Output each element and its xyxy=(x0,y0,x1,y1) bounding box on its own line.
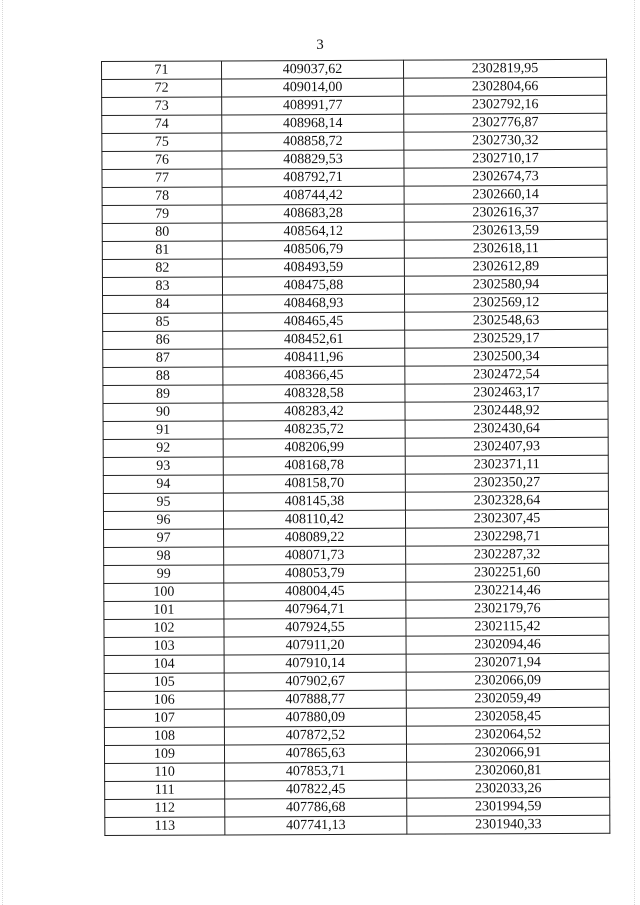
y-coordinate-cell: 2302776,87 xyxy=(404,113,607,132)
table-row xyxy=(102,203,607,223)
y-coordinate-cell: 2302328,64 xyxy=(405,491,608,510)
y-coordinate-cell: 2302569,12 xyxy=(405,293,608,312)
table-row xyxy=(104,599,609,619)
table-row xyxy=(103,509,608,529)
y-coordinate-cell: 2302819,95 xyxy=(403,59,606,78)
y-coordinate-cell: 2302529,17 xyxy=(405,329,608,348)
point-number-cell: 110 xyxy=(105,763,225,782)
table-row xyxy=(105,797,610,817)
point-number-cell: 103 xyxy=(104,637,224,656)
point-number-cell: 113 xyxy=(105,817,225,836)
x-coordinate-cell: 409014,00 xyxy=(222,78,404,97)
point-number-cell: 111 xyxy=(105,781,225,800)
table-row xyxy=(102,167,607,187)
x-coordinate-cell: 408089,22 xyxy=(224,528,406,547)
y-coordinate-cell: 2302066,91 xyxy=(406,743,609,762)
table-row xyxy=(104,707,609,727)
table-row xyxy=(104,617,609,637)
table-row xyxy=(103,383,608,403)
point-number-cell: 99 xyxy=(104,565,224,584)
point-number-cell: 94 xyxy=(103,475,223,494)
point-number-cell: 78 xyxy=(102,187,222,206)
right-scan-edge xyxy=(634,0,636,905)
point-number-cell: 98 xyxy=(104,547,224,566)
x-coordinate-cell: 407902,67 xyxy=(224,672,406,691)
point-number-cell: 100 xyxy=(104,583,224,602)
table-row xyxy=(102,59,607,79)
x-coordinate-cell: 408168,78 xyxy=(223,456,405,475)
left-scan-edge xyxy=(2,0,4,905)
y-coordinate-cell: 2302448,92 xyxy=(405,401,608,420)
y-coordinate-cell: 2302792,16 xyxy=(404,95,607,114)
x-coordinate-cell: 408858,72 xyxy=(222,132,404,151)
point-number-cell: 85 xyxy=(103,313,223,332)
point-number-cell: 87 xyxy=(103,349,223,368)
table-row xyxy=(105,761,610,781)
point-number-cell: 97 xyxy=(104,529,224,548)
y-coordinate-cell: 2302071,94 xyxy=(406,653,609,672)
y-coordinate-cell: 2302287,32 xyxy=(406,545,609,564)
table-row xyxy=(102,239,607,259)
point-number-cell: 107 xyxy=(104,709,224,728)
table-row xyxy=(104,725,609,745)
x-coordinate-cell: 408071,73 xyxy=(224,546,406,565)
y-coordinate-cell: 2302298,71 xyxy=(406,527,609,546)
x-coordinate-cell: 408235,72 xyxy=(223,420,405,439)
table-row xyxy=(104,635,609,655)
table-row xyxy=(102,77,607,97)
x-coordinate-cell: 408683,28 xyxy=(222,204,404,223)
x-coordinate-cell: 407786,68 xyxy=(225,798,407,817)
y-coordinate-cell: 2302463,17 xyxy=(405,383,608,402)
table-row xyxy=(103,437,608,457)
table-row xyxy=(102,275,607,295)
x-coordinate-cell: 408792,71 xyxy=(222,168,404,187)
point-number-cell: 112 xyxy=(105,799,225,818)
table-row xyxy=(105,815,610,835)
y-coordinate-cell: 2302613,59 xyxy=(404,221,607,240)
table-row xyxy=(103,293,608,313)
table-row xyxy=(102,257,607,277)
y-coordinate-cell: 2302058,45 xyxy=(406,707,609,726)
point-number-cell: 75 xyxy=(102,133,222,152)
point-number-cell: 102 xyxy=(104,619,224,638)
point-number-cell: 96 xyxy=(103,511,223,530)
point-number-cell: 108 xyxy=(104,727,224,746)
point-number-cell: 71 xyxy=(102,61,222,80)
table-row xyxy=(103,473,608,493)
y-coordinate-cell: 2302094,46 xyxy=(406,635,609,654)
x-coordinate-cell: 408004,45 xyxy=(224,582,406,601)
point-number-cell: 105 xyxy=(104,673,224,692)
table-row xyxy=(103,329,608,349)
x-coordinate-cell: 408493,59 xyxy=(222,258,404,277)
y-coordinate-cell: 2302033,26 xyxy=(407,779,610,798)
table-row xyxy=(102,185,607,205)
y-coordinate-cell: 2302064,52 xyxy=(406,725,609,744)
point-number-cell: 93 xyxy=(103,457,223,476)
coordinates-table-body xyxy=(102,59,610,835)
y-coordinate-cell: 2302059,49 xyxy=(406,689,609,708)
x-coordinate-cell: 407924,55 xyxy=(224,618,406,637)
table-row xyxy=(104,563,609,583)
point-number-cell: 104 xyxy=(104,655,224,674)
table-row xyxy=(102,131,607,151)
table-row xyxy=(102,221,607,241)
point-number-cell: 84 xyxy=(103,295,223,314)
x-coordinate-cell: 408110,42 xyxy=(223,510,405,529)
point-number-cell: 89 xyxy=(103,385,223,404)
y-coordinate-cell: 2302500,34 xyxy=(405,347,608,366)
table-row xyxy=(104,671,609,691)
x-coordinate-cell: 407853,71 xyxy=(225,762,407,781)
y-coordinate-cell: 2301994,59 xyxy=(407,797,610,816)
x-coordinate-cell: 408829,53 xyxy=(222,150,404,169)
y-coordinate-cell: 2302548,63 xyxy=(405,311,608,330)
y-coordinate-cell: 2302307,45 xyxy=(405,509,608,528)
x-coordinate-cell: 407910,14 xyxy=(224,654,406,673)
table-row xyxy=(102,95,607,115)
x-coordinate-cell: 408158,70 xyxy=(223,474,405,493)
table-row xyxy=(103,347,608,367)
x-coordinate-cell: 409037,62 xyxy=(222,60,404,79)
x-coordinate-cell: 408328,58 xyxy=(223,384,405,403)
y-coordinate-cell: 2302612,89 xyxy=(404,257,607,276)
page-number: 3 xyxy=(316,37,324,53)
x-coordinate-cell: 408283,42 xyxy=(223,402,405,421)
y-coordinate-cell: 2302430,64 xyxy=(405,419,608,438)
table-row xyxy=(102,149,607,169)
x-coordinate-cell: 408968,14 xyxy=(222,114,404,133)
x-coordinate-cell: 408506,79 xyxy=(222,240,404,259)
x-coordinate-cell: 408366,45 xyxy=(223,366,405,385)
y-coordinate-cell: 2302710,17 xyxy=(404,149,607,168)
y-coordinate-cell: 2302066,09 xyxy=(406,671,609,690)
y-coordinate-cell: 2302371,11 xyxy=(405,455,608,474)
x-coordinate-cell: 407822,45 xyxy=(225,780,407,799)
table-row xyxy=(103,311,608,331)
y-coordinate-cell: 2302407,93 xyxy=(405,437,608,456)
x-coordinate-cell: 408564,12 xyxy=(222,222,404,241)
coordinates-table xyxy=(101,59,610,836)
x-coordinate-cell: 407865,63 xyxy=(224,744,406,763)
point-number-cell: 92 xyxy=(103,439,223,458)
point-number-cell: 106 xyxy=(104,691,224,710)
y-coordinate-cell: 2302472,54 xyxy=(405,365,608,384)
y-coordinate-cell: 2302618,11 xyxy=(404,239,607,258)
x-coordinate-cell: 407888,77 xyxy=(224,690,406,709)
table-row xyxy=(103,365,608,385)
y-coordinate-cell: 2302804,66 xyxy=(404,77,607,96)
point-number-cell: 72 xyxy=(102,79,222,98)
x-coordinate-cell: 407741,13 xyxy=(225,816,407,835)
y-coordinate-cell: 2301940,33 xyxy=(407,815,610,834)
x-coordinate-cell: 408145,38 xyxy=(223,492,405,511)
point-number-cell: 101 xyxy=(104,601,224,620)
point-number-cell: 74 xyxy=(102,115,222,134)
point-number-cell: 86 xyxy=(103,331,223,350)
x-coordinate-cell: 408053,79 xyxy=(224,564,406,583)
y-coordinate-cell: 2302730,32 xyxy=(404,131,607,150)
table-row xyxy=(104,581,609,601)
y-coordinate-cell: 2302674,73 xyxy=(404,167,607,186)
table-row xyxy=(103,419,608,439)
x-coordinate-cell: 408411,96 xyxy=(223,348,405,367)
y-coordinate-cell: 2302115,42 xyxy=(406,617,609,636)
y-coordinate-cell: 2302214,46 xyxy=(406,581,609,600)
x-coordinate-cell: 408452,61 xyxy=(223,330,405,349)
point-number-cell: 79 xyxy=(102,205,222,224)
point-number-cell: 88 xyxy=(103,367,223,386)
table-row xyxy=(105,779,610,799)
point-number-cell: 73 xyxy=(102,97,222,116)
x-coordinate-cell: 408206,99 xyxy=(223,438,405,457)
table-row xyxy=(104,689,609,709)
table-row xyxy=(102,113,607,133)
y-coordinate-cell: 2302660,14 xyxy=(404,185,607,204)
x-coordinate-cell: 408744,42 xyxy=(222,186,404,205)
x-coordinate-cell: 407872,52 xyxy=(224,726,406,745)
y-coordinate-cell: 2302616,37 xyxy=(404,203,607,222)
point-number-cell: 83 xyxy=(102,277,222,296)
point-number-cell: 80 xyxy=(102,223,222,242)
x-coordinate-cell: 407964,71 xyxy=(224,600,406,619)
x-coordinate-cell: 408468,93 xyxy=(223,294,405,313)
table-row xyxy=(103,455,608,475)
point-number-cell: 77 xyxy=(102,169,222,188)
x-coordinate-cell: 407911,20 xyxy=(224,636,406,655)
x-coordinate-cell: 408465,45 xyxy=(223,312,405,331)
point-number-cell: 95 xyxy=(103,493,223,512)
table-row xyxy=(103,401,608,421)
table-row xyxy=(104,653,609,673)
point-number-cell: 91 xyxy=(103,421,223,440)
table-row xyxy=(104,545,609,565)
x-coordinate-cell: 408991,77 xyxy=(222,96,404,115)
table-row xyxy=(104,527,609,547)
table-row xyxy=(103,491,608,511)
x-coordinate-cell: 407880,09 xyxy=(224,708,406,727)
point-number-cell: 76 xyxy=(102,151,222,170)
y-coordinate-cell: 2302251,60 xyxy=(406,563,609,582)
x-coordinate-cell: 408475,88 xyxy=(222,276,404,295)
point-number-cell: 90 xyxy=(103,403,223,422)
y-coordinate-cell: 2302179,76 xyxy=(406,599,609,618)
point-number-cell: 81 xyxy=(102,241,222,260)
point-number-cell: 82 xyxy=(102,259,222,278)
point-number-cell: 109 xyxy=(104,745,224,764)
table-row xyxy=(104,743,609,763)
y-coordinate-cell: 2302350,27 xyxy=(405,473,608,492)
y-coordinate-cell: 2302580,94 xyxy=(404,275,607,294)
y-coordinate-cell: 2302060,81 xyxy=(407,761,610,780)
